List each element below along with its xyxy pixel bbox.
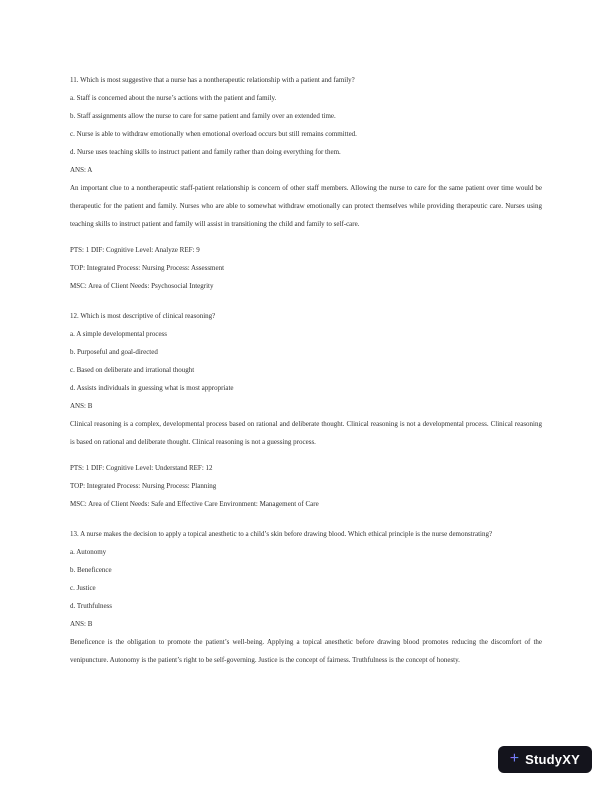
meta-pts: PTS: 1 DIF: Cognitive Level: Understand REF: 12 [70,464,213,472]
question-option-b: b. Beneficence [70,566,112,574]
question-option-c: c. Justice [70,584,96,592]
document-page [70,71,542,669]
meta-top: TOP: Integrated Process: Nursing Process: Assessment [70,264,225,272]
brand-name [525,752,580,767]
question-option-a: a. A simple developmental process [70,330,168,338]
question-block-12 [70,307,542,525]
spacer [70,451,542,459]
answer-line: ANS: B [70,620,93,628]
brand-name-secondary: XY [562,752,580,767]
question-option-d: d. Assists individuals in guessing what is most appropriate [70,384,234,392]
question-block-13 [70,525,542,669]
plus-icon: + [509,749,520,767]
answer-line: ANS: B [70,402,93,410]
question-option-d: d. Truthfulness [70,602,113,610]
question-option-d: d. Nurse uses teaching skills to instruct patient and family rather than doing everything for them. [70,148,341,156]
studyxy-logo-badge [498,746,592,773]
question-stem: 13. A nurse makes the decision to apply a topical anesthetic to a child’s skin before drawing blood. Which ethical principle is the nurse demonstrating? [70,530,493,538]
meta-msc: MSC: Area of Client Needs: Safe and Effective Care Environment: Management of Care [70,500,319,508]
question-option-b: b. Staff assignments allow the nurse to care for same patient and family over an extended time. [70,112,336,120]
meta-top: TOP: Integrated Process: Nursing Process: Planning [70,482,217,490]
question-option-c: c. Nurse is able to withdraw emotionally when emotional overload occurs but still remains committed. [70,130,357,138]
question-stem: 12. Which is most descriptive of clinical reasoning? [70,312,216,320]
rationale-text: Beneficence is the obligation to promote the patient’s well-being. Applying a topical anesthetic before drawing blood promotes reducing the discomfort of the venipuncture. Autonomy is the patient’s right to be self-governing. Justice is the concept of fairness. Truthfulness is the concept of honesty. [70,638,542,664]
spacer [70,513,542,525]
question-option-c: c. Based on deliberate and irrational thought [70,366,195,374]
rationale-text: Clinical reasoning is a complex, developmental process based on rational and deliberate thought. Clinical reasoning is not a developmental process. Clinical reasoning is based on rational and deliberate thought. Clinical reasoning is not a guessing process. [70,420,542,446]
question-option-a: a. Autonomy [70,548,107,556]
question-stem: 11. Which is most suggestive that a nurse has a nontherapeutic relationship with a patient and family? [70,76,355,84]
answer-line: ANS: A [70,166,93,174]
question-option-a: a. Staff is concerned about the nurse’s actions with the patient and family. [70,94,277,102]
spacer [70,233,542,241]
brand-name-primary: Study [525,752,563,767]
question-option-b: b. Purposeful and goal-directed [70,348,158,356]
meta-pts: PTS: 1 DIF: Cognitive Level: Analyze REF: 9 [70,246,200,254]
question-block-11 [70,71,542,307]
rationale-text: An important clue to a nontherapeutic staff-patient relationship is concern of other staff members. Allowing the nurse to care for the same patient over time would be therapeutic for the patient and family. Nurses who are able to somewhat withdraw emotionally can protect themselves while providing therapeutic care. Nurses using teaching skills to instruct patient and family will assist in transitioning the child and family to self-care. [70,184,542,228]
meta-msc: MSC: Area of Client Needs: Psychosocial Integrity [70,282,214,290]
spacer [70,295,542,307]
